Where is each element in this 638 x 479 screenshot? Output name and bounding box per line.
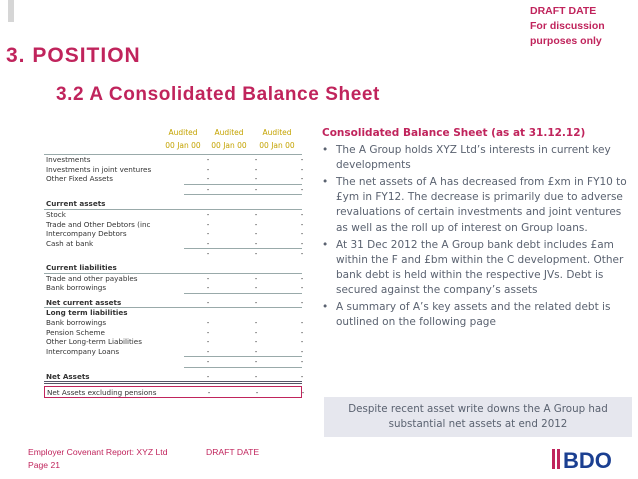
table-row: Bank borrowings - - - (46, 283, 304, 293)
table-row: - - - (206, 249, 304, 259)
table-row: Cash at bank - - - (46, 238, 304, 248)
corner-accent (8, 0, 14, 22)
table-row: Intercompany Loans - - - (46, 346, 304, 356)
table-row: Bank borrowings - - - (46, 317, 304, 327)
page-number: Page 21 (28, 460, 61, 470)
page-title: 3.2 A Consolidated Balance Sheet (56, 84, 380, 105)
commentary-title: Consolidated Balance Sheet (as at 31.12.12) (322, 127, 586, 139)
logo-text: BDO (563, 448, 612, 472)
section-title: 3. POSITION (6, 44, 141, 67)
draft-notice (530, 4, 630, 49)
draft-line: DRAFT DATE (530, 5, 597, 17)
table-row: - - - (206, 357, 304, 367)
bdo-logo (552, 446, 622, 472)
bullet-icon: • (322, 176, 329, 189)
bullet-icon: • (322, 144, 329, 157)
summary-callout: Despite recent asset write downs the A Group had substantial net assets at end 2012 (324, 397, 632, 437)
footer-draft: DRAFT DATE (206, 447, 260, 457)
highlighted-row: Net Assets excluding pensions - - - (44, 386, 302, 398)
divider (184, 293, 302, 294)
commentary-panel (322, 126, 628, 332)
bullet-icon: • (322, 238, 329, 251)
table-row: Pension Scheme - - - (46, 327, 304, 337)
left-margin (0, 0, 22, 479)
table-section-header: Current assets (46, 199, 106, 209)
table-row: Trade and other payables - - - (46, 273, 304, 283)
column-header: Audited 00 Jan 00 (259, 128, 295, 150)
table-row: Intercompany Debtors - - - (46, 229, 304, 239)
logo-bar (552, 449, 555, 469)
report-name: Employer Covenant Report: XYZ Ltd (28, 447, 168, 457)
list-item: • The A Group holds XYZ Ltd’s interests in current key developments (322, 144, 611, 172)
table-row: Net Assets - - - (46, 371, 304, 381)
table-section-header: Current liabilities (46, 262, 117, 272)
logo-bar (557, 449, 560, 469)
table-row: Other Long-term Liabilities - - - (46, 337, 304, 347)
divider (44, 381, 302, 384)
table-section-header: Long term liabilities (46, 308, 128, 318)
list-item: • A summary of A’s key assets and the related debt is outlined on the following page (322, 301, 611, 329)
table-row: Investments - - - (46, 155, 304, 164)
footer (28, 446, 260, 472)
column-header: Audited 00 Jan 00 (165, 128, 201, 150)
divider (184, 194, 302, 195)
draft-line: purposes only (530, 35, 602, 47)
bullet-icon: • (322, 301, 329, 314)
table-header (44, 126, 302, 154)
table-row: Investments in joint ventures - - - (46, 164, 304, 174)
draft-line: For discussion (530, 20, 605, 32)
column-header: Audited 00 Jan 00 (211, 128, 247, 150)
table-row: Stock - - - (46, 209, 304, 219)
balance-sheet-table (44, 126, 305, 398)
divider (184, 367, 302, 368)
list-item: • At 31 Dec 2012 the A Group bank debt includes £am within the F and £bm within the C development. Other bank debt is held within the respective JVs. Debt is secured against the company’s assets (322, 238, 624, 296)
table-row: Other Fixed Assets - - - (46, 174, 304, 184)
bullet-list (322, 143, 628, 330)
list-item: • The net assets of A has decreased from £xm in FY10 to £ym in FY12. The decrease is primarily due to adverse revaluations of certain investments and joint ventures as well as the roll up of interest on Group loans. (322, 176, 627, 234)
table-row: - - - (206, 184, 304, 194)
table-row: Trade and Other Debtors (inc - - - (46, 219, 304, 229)
table-row: Net current assets - - - (46, 297, 304, 307)
